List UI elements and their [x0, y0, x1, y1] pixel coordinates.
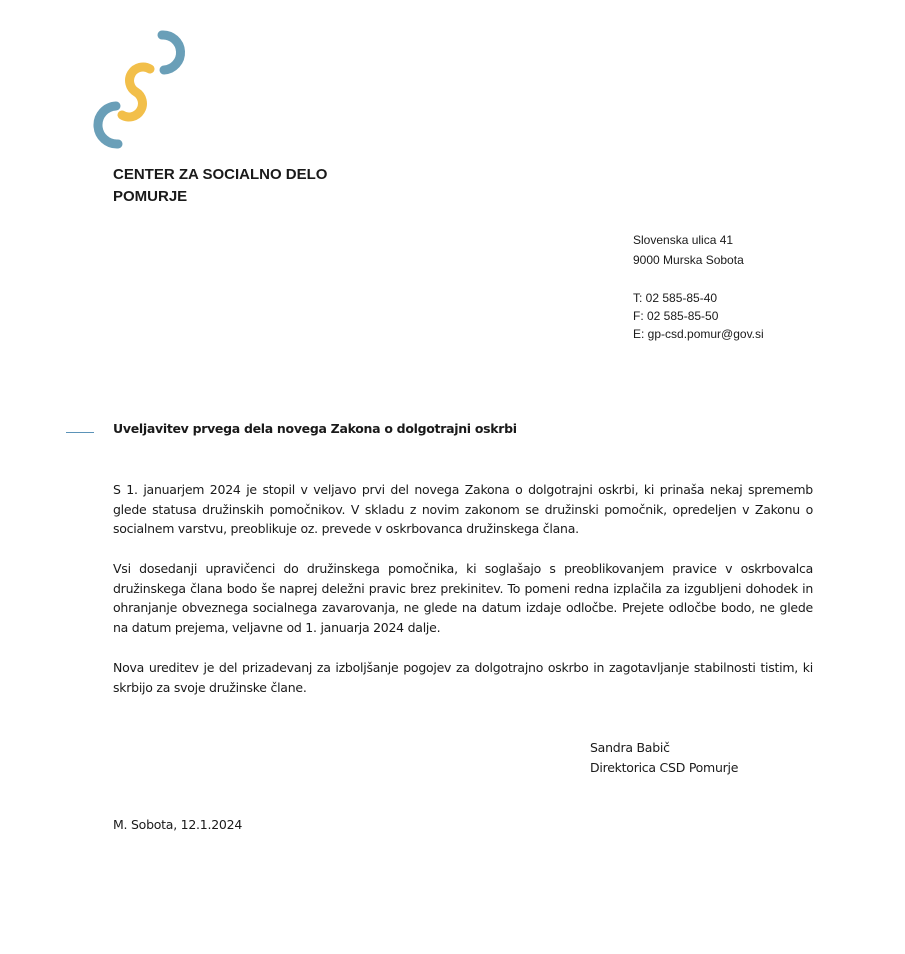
- csd-logo-icon: [88, 26, 198, 156]
- signature-title: Direktorica CSD Pomurje: [590, 760, 739, 775]
- letter-paragraph-2: Vsi dosedanji upravičenci do družinskega pomočnika, ki soglašajo s preoblikovanjem pravice v oskrbovalca družinskega člana bodo še naprej deležni pravic brez prekinitev. To pomeni redna izplačila za izgubljeni dohodek in ohranjanje obveznega socialnega zavarovanja, ne glede na datum izdaje odločbe. Prejete odločbe bodo, ne glede na datum prejema, veljavne od 1. januarja 2024 dalje.: [113, 561, 813, 636]
- letter-paragraph-1: S 1. januarjem 2024 je stopil v veljavo prvi del novega Zakona o dolgotrajni oskrbi, ki prinaša nekaj sprememb glede statusa družinskih pomočnikov. V skladu z novim zakonom se družinski pomočnik, opredeljen v Zakonu o socialnem varstvu, preoblikuje oz. prevede v oskrbovanca družinskega člana.: [113, 482, 813, 537]
- signature-name: Sandra Babič: [590, 740, 670, 755]
- letter-paragraph-3: Nova ureditev je del prizadevanj za izboljšanje pogojev za dolgotrajno oskrbo in zagotavljanje stabilnosti tistim, ki skrbijo za svoje družinske člane.: [113, 660, 813, 695]
- organization-name-line1: CENTER ZA SOCIALNO DELO: [113, 166, 328, 183]
- accent-divider: [66, 432, 94, 433]
- organization-name-line2: POMURJE: [113, 188, 188, 205]
- contact-fax: F: 02 585-85-50: [633, 309, 719, 323]
- contact-phone: T: 02 585-85-40: [633, 291, 718, 305]
- contact-street: Slovenska ulica 41: [633, 233, 734, 247]
- place-date: M. Sobota, 12.1.2024: [113, 817, 243, 832]
- organization-name: [113, 164, 327, 208]
- contact-email: E: gp-csd.pomur@gov.si: [633, 327, 764, 341]
- letter-subject: Uveljavitev prvega dela novega Zakona o dolgotrajni oskrbi: [113, 421, 517, 436]
- contact-city: 9000 Murska Sobota: [633, 253, 744, 267]
- signature-block: [590, 738, 738, 778]
